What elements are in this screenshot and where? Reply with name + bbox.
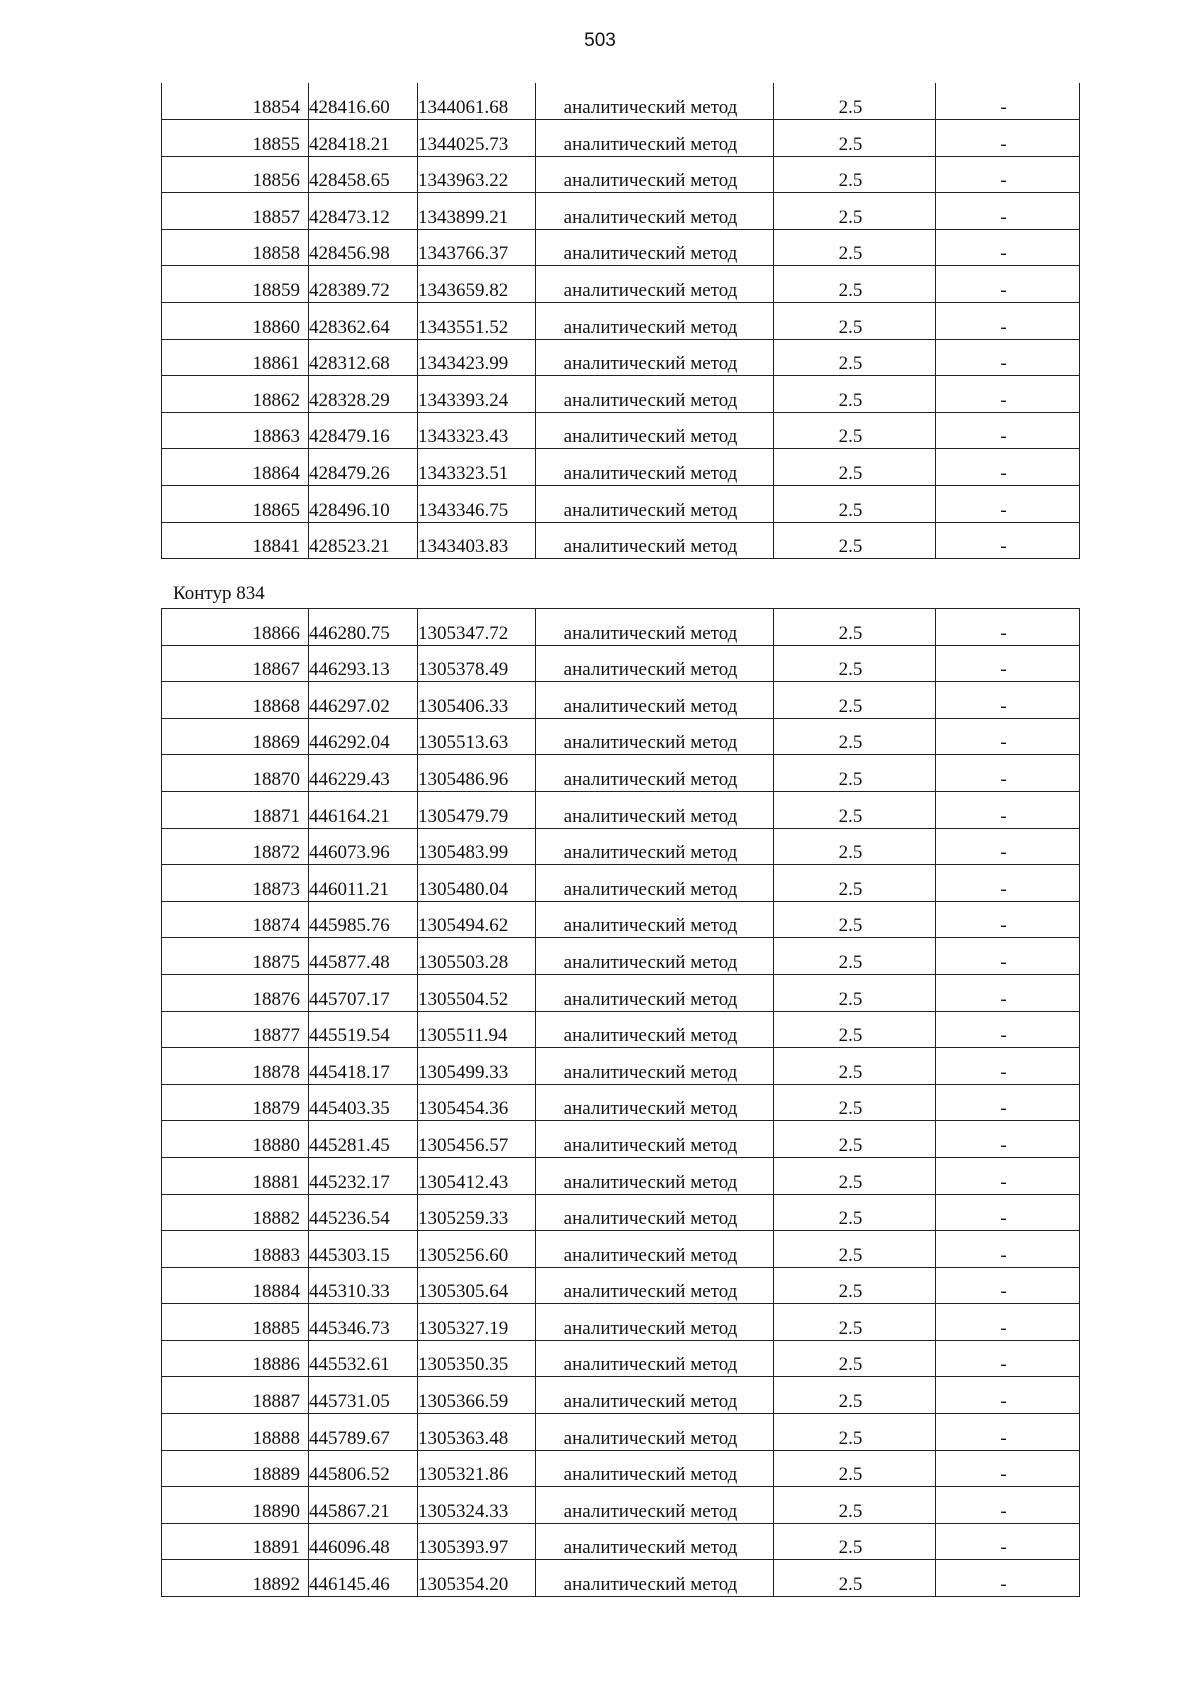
y-coordinate-cell: 1305347.72 xyxy=(418,609,536,646)
point-number-cell: 18866 xyxy=(162,609,309,646)
table-row xyxy=(162,1048,1080,1085)
method-cell: аналитический метод xyxy=(536,1450,774,1487)
note-cell: - xyxy=(936,1523,1080,1560)
note-cell: - xyxy=(936,974,1080,1011)
y-coordinate-cell: 1343551.52 xyxy=(418,303,536,340)
table-row xyxy=(162,865,1080,902)
note-cell: - xyxy=(936,1157,1080,1194)
y-coordinate-cell: 1343766.37 xyxy=(418,229,536,266)
point-number-cell: 18875 xyxy=(162,938,309,975)
note-cell: - xyxy=(936,1121,1080,1158)
y-coordinate-cell: 1305259.33 xyxy=(418,1194,536,1231)
table-row xyxy=(162,1450,1080,1487)
table-body xyxy=(162,83,1080,559)
table-row xyxy=(162,339,1080,376)
point-number-cell: 18877 xyxy=(162,1011,309,1048)
accuracy-cell: 2.5 xyxy=(774,865,936,902)
y-coordinate-cell: 1344025.73 xyxy=(418,120,536,157)
accuracy-cell: 2.5 xyxy=(774,1011,936,1048)
point-number-cell: 18887 xyxy=(162,1377,309,1414)
method-cell: аналитический метод xyxy=(536,938,774,975)
accuracy-cell: 2.5 xyxy=(774,1121,936,1158)
table-row xyxy=(162,901,1080,938)
y-coordinate-cell: 1305321.86 xyxy=(418,1450,536,1487)
table-row xyxy=(162,120,1080,157)
method-cell: аналитический метод xyxy=(536,229,774,266)
accuracy-cell: 2.5 xyxy=(774,1487,936,1524)
x-coordinate-cell: 428389.72 xyxy=(309,266,418,303)
accuracy-cell: 2.5 xyxy=(774,412,936,449)
y-coordinate-cell: 1343323.51 xyxy=(418,449,536,486)
note-cell: - xyxy=(936,938,1080,975)
note-cell: - xyxy=(936,645,1080,682)
point-number-cell: 18870 xyxy=(162,755,309,792)
y-coordinate-cell: 1305483.99 xyxy=(418,828,536,865)
x-coordinate-cell: 446229.43 xyxy=(309,755,418,792)
y-coordinate-cell: 1305324.33 xyxy=(418,1487,536,1524)
method-cell: аналитический метод xyxy=(536,1048,774,1085)
y-coordinate-cell: 1305327.19 xyxy=(418,1304,536,1341)
y-coordinate-cell: 1305350.35 xyxy=(418,1340,536,1377)
accuracy-cell: 2.5 xyxy=(774,1377,936,1414)
point-number-cell: 18878 xyxy=(162,1048,309,1085)
accuracy-cell: 2.5 xyxy=(774,1523,936,1560)
x-coordinate-cell: 445789.67 xyxy=(309,1414,418,1451)
y-coordinate-cell: 1305406.33 xyxy=(418,682,536,719)
accuracy-cell: 2.5 xyxy=(774,376,936,413)
note-cell: - xyxy=(936,1414,1080,1451)
method-cell: аналитический метод xyxy=(536,120,774,157)
contour-label: Контур 834 xyxy=(173,583,265,604)
point-number-cell: 18841 xyxy=(162,522,309,559)
y-coordinate-cell: 1343323.43 xyxy=(418,412,536,449)
y-coordinate-cell: 1305480.04 xyxy=(418,865,536,902)
table-row xyxy=(162,376,1080,413)
method-cell: аналитический метод xyxy=(536,755,774,792)
accuracy-cell: 2.5 xyxy=(774,645,936,682)
x-coordinate-cell: 428418.21 xyxy=(309,120,418,157)
note-cell: - xyxy=(936,449,1080,486)
point-number-cell: 18868 xyxy=(162,682,309,719)
note-cell: - xyxy=(936,901,1080,938)
note-cell: - xyxy=(936,1231,1080,1268)
accuracy-cell: 2.5 xyxy=(774,1267,936,1304)
point-number-cell: 18888 xyxy=(162,1414,309,1451)
accuracy-cell: 2.5 xyxy=(774,303,936,340)
x-coordinate-cell: 445867.21 xyxy=(309,1487,418,1524)
y-coordinate-cell: 1305354.20 xyxy=(418,1560,536,1597)
method-cell: аналитический метод xyxy=(536,1011,774,1048)
point-number-cell: 18856 xyxy=(162,156,309,193)
method-cell: аналитический метод xyxy=(536,1340,774,1377)
coordinates-table-contour-834 xyxy=(161,608,1080,1597)
method-cell: аналитический метод xyxy=(536,901,774,938)
x-coordinate-cell: 446096.48 xyxy=(309,1523,418,1560)
accuracy-cell: 2.5 xyxy=(774,1048,936,1085)
note-cell: - xyxy=(936,303,1080,340)
y-coordinate-cell: 1344061.68 xyxy=(418,83,536,120)
accuracy-cell: 2.5 xyxy=(774,120,936,157)
accuracy-cell: 2.5 xyxy=(774,1194,936,1231)
note-cell: - xyxy=(936,1340,1080,1377)
accuracy-cell: 2.5 xyxy=(774,1157,936,1194)
y-coordinate-cell: 1343403.83 xyxy=(418,522,536,559)
note-cell: - xyxy=(936,865,1080,902)
table-row xyxy=(162,1121,1080,1158)
method-cell: аналитический метод xyxy=(536,83,774,120)
method-cell: аналитический метод xyxy=(536,486,774,523)
y-coordinate-cell: 1343659.82 xyxy=(418,266,536,303)
table-body xyxy=(162,609,1080,1597)
accuracy-cell: 2.5 xyxy=(774,1560,936,1597)
table-row xyxy=(162,266,1080,303)
table-row xyxy=(162,938,1080,975)
x-coordinate-cell: 428362.64 xyxy=(309,303,418,340)
table-row xyxy=(162,1231,1080,1268)
accuracy-cell: 2.5 xyxy=(774,193,936,230)
point-number-cell: 18855 xyxy=(162,120,309,157)
x-coordinate-cell: 445346.73 xyxy=(309,1304,418,1341)
x-coordinate-cell: 446292.04 xyxy=(309,718,418,755)
table-row xyxy=(162,755,1080,792)
note-cell: - xyxy=(936,1048,1080,1085)
x-coordinate-cell: 428479.16 xyxy=(309,412,418,449)
accuracy-cell: 2.5 xyxy=(774,791,936,828)
accuracy-cell: 2.5 xyxy=(774,1414,936,1451)
x-coordinate-cell: 445985.76 xyxy=(309,901,418,938)
point-number-cell: 18857 xyxy=(162,193,309,230)
table-row xyxy=(162,229,1080,266)
note-cell: - xyxy=(936,339,1080,376)
y-coordinate-cell: 1305479.79 xyxy=(418,791,536,828)
point-number-cell: 18881 xyxy=(162,1157,309,1194)
table-row xyxy=(162,1157,1080,1194)
method-cell: аналитический метод xyxy=(536,412,774,449)
x-coordinate-cell: 445731.05 xyxy=(309,1377,418,1414)
x-coordinate-cell: 445303.15 xyxy=(309,1231,418,1268)
point-number-cell: 18861 xyxy=(162,339,309,376)
table-row xyxy=(162,1304,1080,1341)
table-row xyxy=(162,193,1080,230)
method-cell: аналитический метод xyxy=(536,1267,774,1304)
method-cell: аналитический метод xyxy=(536,1231,774,1268)
table-row xyxy=(162,1267,1080,1304)
accuracy-cell: 2.5 xyxy=(774,339,936,376)
table-row xyxy=(162,1340,1080,1377)
table-row xyxy=(162,1414,1080,1451)
x-coordinate-cell: 428496.10 xyxy=(309,486,418,523)
accuracy-cell: 2.5 xyxy=(774,755,936,792)
y-coordinate-cell: 1343963.22 xyxy=(418,156,536,193)
method-cell: аналитический метод xyxy=(536,1121,774,1158)
y-coordinate-cell: 1305363.48 xyxy=(418,1414,536,1451)
y-coordinate-cell: 1305305.64 xyxy=(418,1267,536,1304)
table-row xyxy=(162,412,1080,449)
method-cell: аналитический метод xyxy=(536,1414,774,1451)
x-coordinate-cell: 445532.61 xyxy=(309,1340,418,1377)
accuracy-cell: 2.5 xyxy=(774,266,936,303)
method-cell: аналитический метод xyxy=(536,156,774,193)
accuracy-cell: 2.5 xyxy=(774,1231,936,1268)
note-cell: - xyxy=(936,376,1080,413)
accuracy-cell: 2.5 xyxy=(774,718,936,755)
note-cell: - xyxy=(936,1194,1080,1231)
note-cell: - xyxy=(936,229,1080,266)
accuracy-cell: 2.5 xyxy=(774,1450,936,1487)
x-coordinate-cell: 446011.21 xyxy=(309,865,418,902)
x-coordinate-cell: 446293.13 xyxy=(309,645,418,682)
accuracy-cell: 2.5 xyxy=(774,449,936,486)
point-number-cell: 18879 xyxy=(162,1084,309,1121)
page-number: 503 xyxy=(584,30,616,51)
point-number-cell: 18886 xyxy=(162,1340,309,1377)
table-row xyxy=(162,522,1080,559)
x-coordinate-cell: 445281.45 xyxy=(309,1121,418,1158)
note-cell: - xyxy=(936,156,1080,193)
method-cell: аналитический метод xyxy=(536,1194,774,1231)
x-coordinate-cell: 445403.35 xyxy=(309,1084,418,1121)
method-cell: аналитический метод xyxy=(536,1560,774,1597)
table-row xyxy=(162,718,1080,755)
method-cell: аналитический метод xyxy=(536,1523,774,1560)
accuracy-cell: 2.5 xyxy=(774,83,936,120)
x-coordinate-cell: 446297.02 xyxy=(309,682,418,719)
accuracy-cell: 2.5 xyxy=(774,901,936,938)
point-number-cell: 18874 xyxy=(162,901,309,938)
method-cell: аналитический метод xyxy=(536,865,774,902)
note-cell: - xyxy=(936,486,1080,523)
x-coordinate-cell: 428523.21 xyxy=(309,522,418,559)
point-number-cell: 18873 xyxy=(162,865,309,902)
method-cell: аналитический метод xyxy=(536,1157,774,1194)
x-coordinate-cell: 428479.26 xyxy=(309,449,418,486)
note-cell: - xyxy=(936,1487,1080,1524)
point-number-cell: 18885 xyxy=(162,1304,309,1341)
note-cell: - xyxy=(936,755,1080,792)
x-coordinate-cell: 428416.60 xyxy=(309,83,418,120)
method-cell: аналитический метод xyxy=(536,1487,774,1524)
y-coordinate-cell: 1343423.99 xyxy=(418,339,536,376)
point-number-cell: 18854 xyxy=(162,83,309,120)
x-coordinate-cell: 445806.52 xyxy=(309,1450,418,1487)
method-cell: аналитический метод xyxy=(536,974,774,1011)
note-cell: - xyxy=(936,1450,1080,1487)
note-cell: - xyxy=(936,522,1080,559)
note-cell: - xyxy=(936,718,1080,755)
table-row xyxy=(162,449,1080,486)
method-cell: аналитический метод xyxy=(536,522,774,559)
point-number-cell: 18892 xyxy=(162,1560,309,1597)
point-number-cell: 18889 xyxy=(162,1450,309,1487)
x-coordinate-cell: 446164.21 xyxy=(309,791,418,828)
point-number-cell: 18876 xyxy=(162,974,309,1011)
y-coordinate-cell: 1305378.49 xyxy=(418,645,536,682)
x-coordinate-cell: 445418.17 xyxy=(309,1048,418,1085)
x-coordinate-cell: 428328.29 xyxy=(309,376,418,413)
x-coordinate-cell: 428458.65 xyxy=(309,156,418,193)
note-cell: - xyxy=(936,83,1080,120)
table-row xyxy=(162,1084,1080,1121)
y-coordinate-cell: 1305412.43 xyxy=(418,1157,536,1194)
note-cell: - xyxy=(936,412,1080,449)
x-coordinate-cell: 428473.12 xyxy=(309,193,418,230)
method-cell: аналитический метод xyxy=(536,718,774,755)
point-number-cell: 18864 xyxy=(162,449,309,486)
point-number-cell: 18883 xyxy=(162,1231,309,1268)
point-number-cell: 18871 xyxy=(162,791,309,828)
point-number-cell: 18867 xyxy=(162,645,309,682)
point-number-cell: 18862 xyxy=(162,376,309,413)
y-coordinate-cell: 1305456.57 xyxy=(418,1121,536,1158)
note-cell: - xyxy=(936,828,1080,865)
table-row xyxy=(162,828,1080,865)
method-cell: аналитический метод xyxy=(536,266,774,303)
x-coordinate-cell: 428312.68 xyxy=(309,339,418,376)
y-coordinate-cell: 1305393.97 xyxy=(418,1523,536,1560)
y-coordinate-cell: 1305504.52 xyxy=(418,974,536,1011)
point-number-cell: 18863 xyxy=(162,412,309,449)
x-coordinate-cell: 445232.17 xyxy=(309,1157,418,1194)
point-number-cell: 18882 xyxy=(162,1194,309,1231)
point-number-cell: 18859 xyxy=(162,266,309,303)
method-cell: аналитический метод xyxy=(536,682,774,719)
note-cell: - xyxy=(936,1084,1080,1121)
y-coordinate-cell: 1305499.33 xyxy=(418,1048,536,1085)
accuracy-cell: 2.5 xyxy=(774,486,936,523)
accuracy-cell: 2.5 xyxy=(774,974,936,1011)
accuracy-cell: 2.5 xyxy=(774,1304,936,1341)
point-number-cell: 18858 xyxy=(162,229,309,266)
method-cell: аналитический метод xyxy=(536,303,774,340)
method-cell: аналитический метод xyxy=(536,609,774,646)
table-row xyxy=(162,791,1080,828)
y-coordinate-cell: 1343393.24 xyxy=(418,376,536,413)
y-coordinate-cell: 1305494.62 xyxy=(418,901,536,938)
note-cell: - xyxy=(936,1377,1080,1414)
x-coordinate-cell: 446145.46 xyxy=(309,1560,418,1597)
point-number-cell: 18891 xyxy=(162,1523,309,1560)
method-cell: аналитический метод xyxy=(536,645,774,682)
note-cell: - xyxy=(936,609,1080,646)
point-number-cell: 18884 xyxy=(162,1267,309,1304)
y-coordinate-cell: 1305503.28 xyxy=(418,938,536,975)
method-cell: аналитический метод xyxy=(536,791,774,828)
note-cell: - xyxy=(936,791,1080,828)
accuracy-cell: 2.5 xyxy=(774,609,936,646)
accuracy-cell: 2.5 xyxy=(774,156,936,193)
method-cell: аналитический метод xyxy=(536,449,774,486)
y-coordinate-cell: 1305454.36 xyxy=(418,1084,536,1121)
table-row xyxy=(162,609,1080,646)
method-cell: аналитический метод xyxy=(536,828,774,865)
table-row xyxy=(162,303,1080,340)
method-cell: аналитический метод xyxy=(536,193,774,230)
note-cell: - xyxy=(936,120,1080,157)
point-number-cell: 18869 xyxy=(162,718,309,755)
method-cell: аналитический метод xyxy=(536,1304,774,1341)
y-coordinate-cell: 1343899.21 xyxy=(418,193,536,230)
accuracy-cell: 2.5 xyxy=(774,229,936,266)
point-number-cell: 18872 xyxy=(162,828,309,865)
note-cell: - xyxy=(936,193,1080,230)
note-cell: - xyxy=(936,1011,1080,1048)
table-row xyxy=(162,682,1080,719)
table-row xyxy=(162,1487,1080,1524)
y-coordinate-cell: 1343346.75 xyxy=(418,486,536,523)
point-number-cell: 18880 xyxy=(162,1121,309,1158)
x-coordinate-cell: 445310.33 xyxy=(309,1267,418,1304)
note-cell: - xyxy=(936,266,1080,303)
method-cell: аналитический метод xyxy=(536,1084,774,1121)
y-coordinate-cell: 1305513.63 xyxy=(418,718,536,755)
x-coordinate-cell: 446280.75 xyxy=(309,609,418,646)
accuracy-cell: 2.5 xyxy=(774,682,936,719)
method-cell: аналитический метод xyxy=(536,339,774,376)
y-coordinate-cell: 1305256.60 xyxy=(418,1231,536,1268)
coordinates-table-continued xyxy=(161,83,1080,559)
method-cell: аналитический метод xyxy=(536,1377,774,1414)
x-coordinate-cell: 428456.98 xyxy=(309,229,418,266)
note-cell: - xyxy=(936,682,1080,719)
table-row xyxy=(162,645,1080,682)
table-row xyxy=(162,156,1080,193)
table-row xyxy=(162,83,1080,120)
table-row xyxy=(162,1560,1080,1597)
point-number-cell: 18865 xyxy=(162,486,309,523)
point-number-cell: 18860 xyxy=(162,303,309,340)
method-cell: аналитический метод xyxy=(536,376,774,413)
x-coordinate-cell: 445236.54 xyxy=(309,1194,418,1231)
x-coordinate-cell: 445877.48 xyxy=(309,938,418,975)
accuracy-cell: 2.5 xyxy=(774,1340,936,1377)
accuracy-cell: 2.5 xyxy=(774,828,936,865)
accuracy-cell: 2.5 xyxy=(774,1084,936,1121)
point-number-cell: 18890 xyxy=(162,1487,309,1524)
table-row xyxy=(162,974,1080,1011)
table-row xyxy=(162,1523,1080,1560)
note-cell: - xyxy=(936,1267,1080,1304)
x-coordinate-cell: 446073.96 xyxy=(309,828,418,865)
x-coordinate-cell: 445519.54 xyxy=(309,1011,418,1048)
y-coordinate-cell: 1305511.94 xyxy=(418,1011,536,1048)
y-coordinate-cell: 1305486.96 xyxy=(418,755,536,792)
table-row xyxy=(162,486,1080,523)
accuracy-cell: 2.5 xyxy=(774,522,936,559)
accuracy-cell: 2.5 xyxy=(774,938,936,975)
table-row xyxy=(162,1377,1080,1414)
table-row xyxy=(162,1194,1080,1231)
note-cell: - xyxy=(936,1560,1080,1597)
table-row xyxy=(162,1011,1080,1048)
y-coordinate-cell: 1305366.59 xyxy=(418,1377,536,1414)
x-coordinate-cell: 445707.17 xyxy=(309,974,418,1011)
note-cell: - xyxy=(936,1304,1080,1341)
